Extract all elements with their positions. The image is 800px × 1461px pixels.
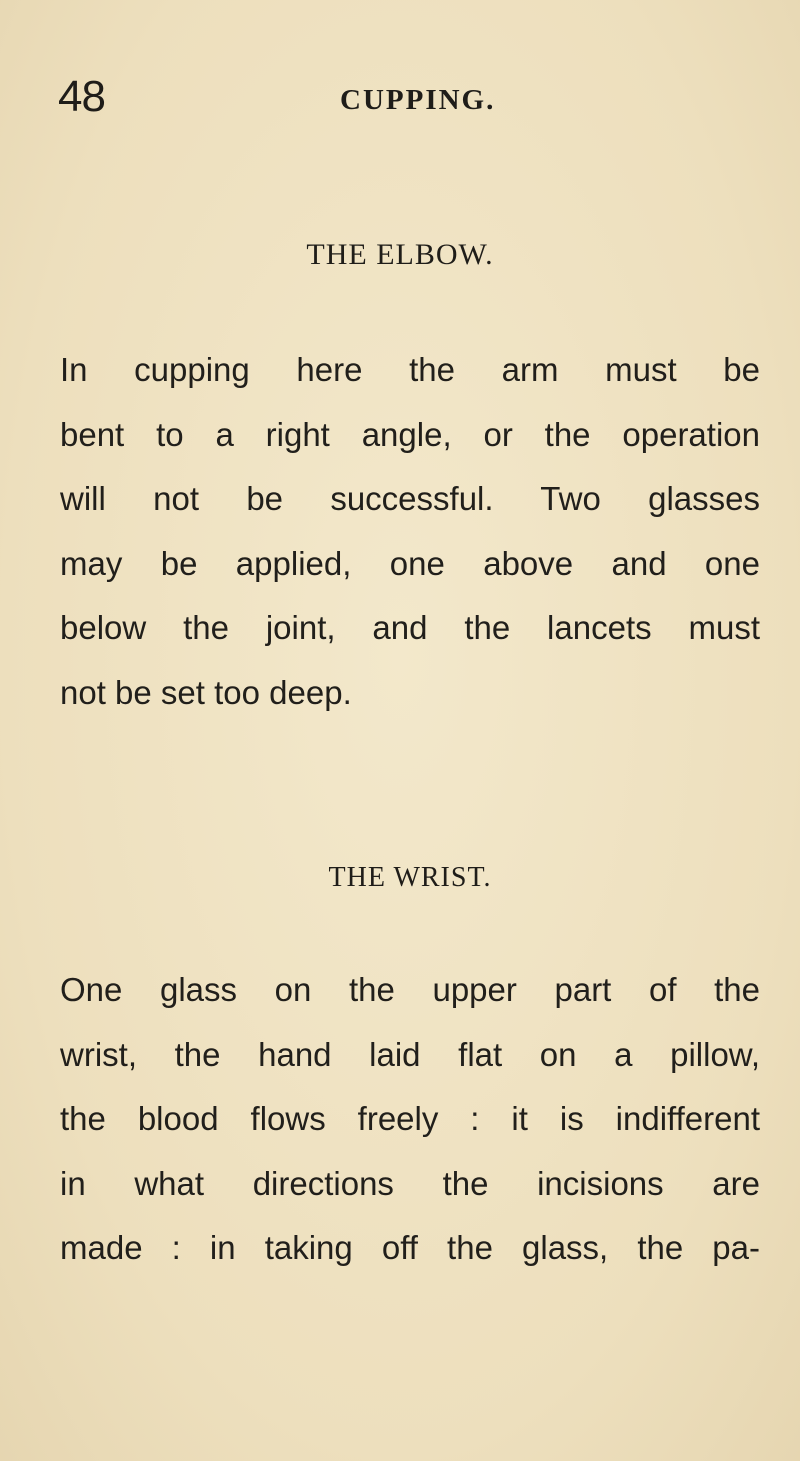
paragraph-elbow <box>60 338 760 726</box>
text-line: not be set too deep. <box>60 673 352 711</box>
text-line: made : in taking off the glass, the pa- <box>60 1229 760 1267</box>
page-header <box>58 70 758 130</box>
text-line: will not be successful. Two glasses <box>60 480 760 518</box>
text-line: in what directions the incisions are <box>60 1164 760 1202</box>
text-line: the blood flows freely : it is indifferent <box>60 1100 760 1138</box>
paragraph-wrist <box>60 958 760 1281</box>
text-line: below the joint, and the lancets must <box>60 609 760 647</box>
text-line: bent to a right angle, or the operation <box>60 415 760 453</box>
section-title-wrist: THE WRIST. <box>328 862 492 893</box>
section-title-elbow: THE ELBOW. <box>306 238 494 271</box>
running-head: CUPPING. <box>340 84 496 116</box>
page-number: 48 <box>58 72 105 121</box>
text-line: In cupping here the arm must be <box>60 351 760 388</box>
text-line: wrist, the hand laid flat on a pillow, <box>60 1035 760 1073</box>
text-line: One glass on the upper part of the <box>60 971 760 1008</box>
text-line: may be applied, one above and one <box>60 544 760 582</box>
